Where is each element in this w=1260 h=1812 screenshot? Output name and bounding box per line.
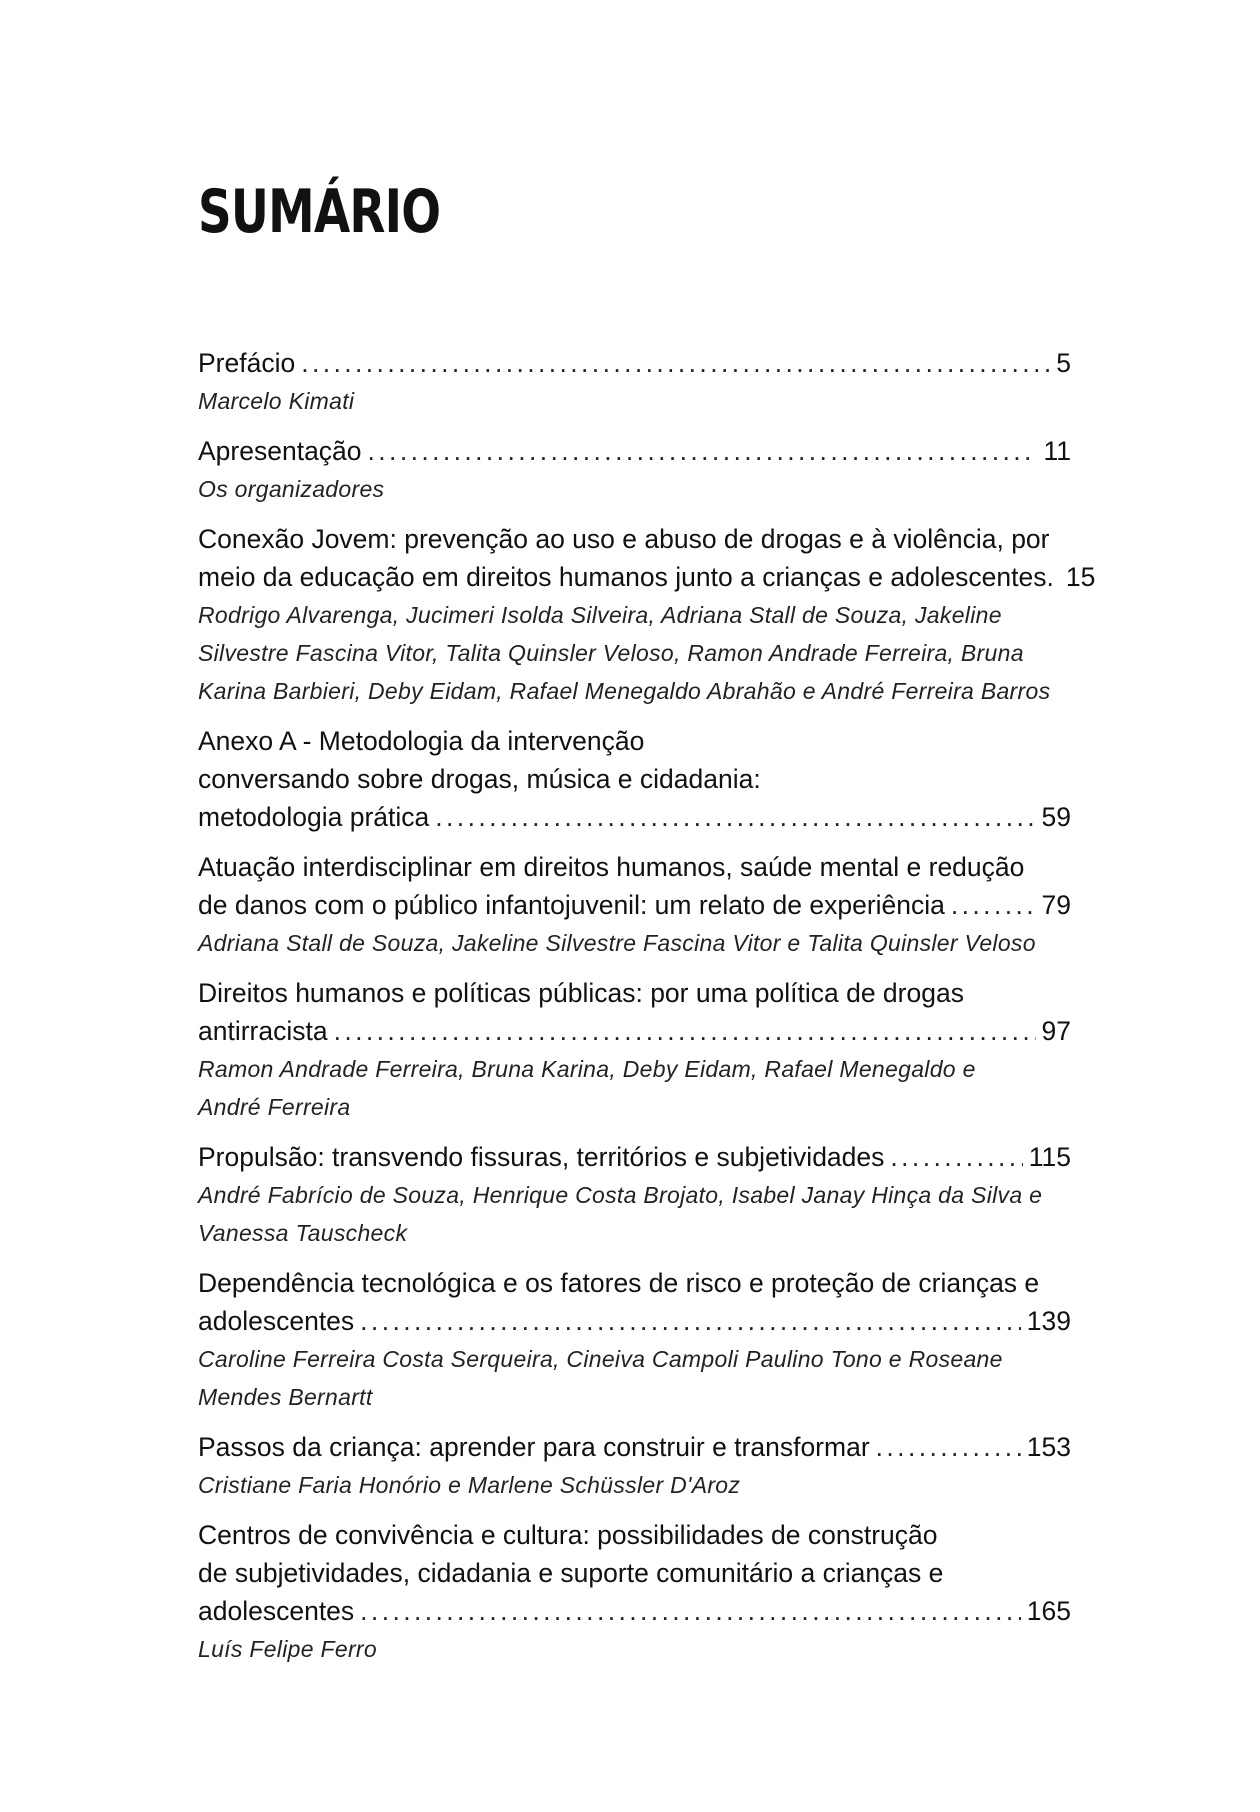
dot-leader <box>435 798 1035 836</box>
dot-leader <box>951 886 1036 924</box>
toc-entry-title-line <box>198 722 1071 760</box>
toc-entry <box>198 1264 1071 1416</box>
toc-entry-title-line <box>198 848 1071 886</box>
toc-entry <box>198 974 1071 1126</box>
table-of-contents <box>198 344 1096 1680</box>
page-number: 11 <box>1043 436 1071 466</box>
toc-entry-title: Conexão Jovem: prevenção ao uso e abuso de drogas e à violência, por <box>198 524 1050 554</box>
toc-entry-title-line <box>198 1012 1071 1050</box>
dot-leader <box>368 432 1038 470</box>
author-line: Mendes Bernartt <box>198 1384 373 1410</box>
toc-entry-title: adolescentes <box>198 1306 355 1336</box>
author-line: Karina Barbieri, Deby Eidam, Rafael Menegaldo Abrahão e André Ferreira Barros <box>198 678 1051 704</box>
toc-entry <box>198 1516 1071 1668</box>
toc-entry <box>198 520 1096 710</box>
toc-entry-title: conversando sobre drogas, música e cidadania: <box>198 764 761 794</box>
author-line: Vanessa Tauscheck <box>198 1220 408 1246</box>
toc-entry-authors <box>198 1050 1071 1126</box>
dot-leader <box>360 1592 1021 1630</box>
toc-entry-title-line <box>198 432 1071 470</box>
toc-entry-title: Centros de convivência e cultura: possibilidades de construção <box>198 1520 938 1550</box>
author-line: Cristiane Faria Honório e Marlene Schüssler D'Aroz <box>198 1472 741 1498</box>
toc-entry-title: Propulsão: transvendo fissuras, territórios e subjetividades <box>198 1142 885 1172</box>
toc-entry-authors <box>198 1466 1071 1504</box>
toc-entry <box>198 1428 1071 1504</box>
toc-entry-title: Passos da criança: aprender para construir e transformar <box>198 1432 870 1462</box>
toc-entry-title: Prefácio <box>198 348 296 378</box>
toc-entry-authors <box>198 1630 1071 1668</box>
toc-entry <box>198 344 1071 420</box>
page-number: 79 <box>1041 890 1071 920</box>
author-line: Adriana Stall de Souza, Jakeline Silvestre Fascina Vitor e Talita Quinsler Veloso <box>198 930 1036 956</box>
page-number: 165 <box>1026 1596 1071 1626</box>
toc-entry-title-line <box>198 974 1071 1012</box>
dot-leader <box>334 1012 1036 1050</box>
author-line: André Ferreira <box>198 1094 351 1120</box>
toc-entry-title-line <box>198 760 1071 798</box>
page-number: 97 <box>1041 1016 1071 1046</box>
toc-entry-title-line <box>198 558 1096 596</box>
page-number: 115 <box>1028 1142 1071 1172</box>
toc-entry-title: metodologia prática <box>198 802 430 832</box>
toc-entry-authors <box>198 382 1071 420</box>
toc-entry <box>198 1138 1071 1252</box>
toc-entry-title-line <box>198 1264 1071 1302</box>
author-line: Os organizadores <box>198 476 385 502</box>
toc-entry-title: Atuação interdisciplinar em direitos humanos, saúde mental e redução <box>198 852 1025 882</box>
page-number: 139 <box>1026 1306 1071 1336</box>
author-line: Caroline Ferreira Costa Serqueira, Cineiva Campoli Paulino Tono e Roseane <box>198 1346 1003 1372</box>
author-line: Rodrigo Alvarenga, Jucimeri Isolda Silveira, Adriana Stall de Souza, Jakeline <box>198 602 1002 628</box>
page-number: 5 <box>1056 348 1071 378</box>
author-line: Luís Felipe Ferro <box>198 1636 377 1662</box>
toc-entry-title: antirracista <box>198 1016 328 1046</box>
dot-leader <box>360 1302 1021 1340</box>
toc-entry-title: Anexo A - Metodologia da intervenção <box>198 726 645 756</box>
toc-entry-title-line <box>198 1302 1071 1340</box>
toc-entry-title-line <box>198 1592 1071 1630</box>
toc-entry-title-line <box>198 1428 1071 1466</box>
toc-entry-title: Direitos humanos e políticas públicas: por uma política de drogas <box>198 978 964 1008</box>
toc-entry-title-line <box>198 798 1071 836</box>
toc-entry-title: de subjetividades, cidadania e suporte comunitário a crianças e <box>198 1558 944 1588</box>
author-line: Ramon Andrade Ferreira, Bruna Karina, Deby Eidam, Rafael Menegaldo e <box>198 1056 976 1082</box>
toc-entry <box>198 848 1071 962</box>
toc-entry-title: meio da educação em direitos humanos junto a crianças e adolescentes. <box>198 562 1054 592</box>
toc-entry-title-line <box>198 1516 1071 1554</box>
toc-entry-title-line <box>198 886 1071 924</box>
dot-leader <box>876 1428 1021 1466</box>
page-number: 15 <box>1065 562 1096 592</box>
page-number: 153 <box>1026 1432 1071 1462</box>
toc-entry-authors <box>198 1340 1071 1416</box>
toc-entry-title: adolescentes <box>198 1596 355 1626</box>
toc-entry-title-line <box>198 520 1071 558</box>
toc-entry-title: Apresentação <box>198 436 362 466</box>
toc-entry-authors <box>198 924 1071 962</box>
toc-entry <box>198 722 1071 836</box>
toc-entry <box>198 432 1071 508</box>
toc-entry-title: de danos com o público infantojuvenil: um relato de experiência <box>198 890 945 920</box>
page-title: SUMÁRIO <box>198 177 441 247</box>
page-number: 59 <box>1041 802 1071 832</box>
toc-entry-title-line <box>198 1554 1071 1592</box>
toc-entry-authors <box>198 470 1071 508</box>
toc-entry-authors <box>198 1176 1071 1252</box>
toc-entry-authors <box>198 596 1071 710</box>
author-line: Silvestre Fascina Vitor, Talita Quinsler Veloso, Ramon Andrade Ferreira, Bruna <box>198 640 1024 666</box>
dot-leader <box>301 344 1050 382</box>
toc-entry-title-line <box>198 1138 1071 1176</box>
toc-entry-title: Dependência tecnológica e os fatores de risco e proteção de crianças e <box>198 1268 1040 1298</box>
author-line: André Fabrício de Souza, Henrique Costa Brojato, Isabel Janay Hinça da Silva e <box>198 1182 1043 1208</box>
dot-leader <box>890 1138 1022 1176</box>
author-line: Marcelo Kimati <box>198 388 355 414</box>
toc-entry-title-line <box>198 344 1071 382</box>
